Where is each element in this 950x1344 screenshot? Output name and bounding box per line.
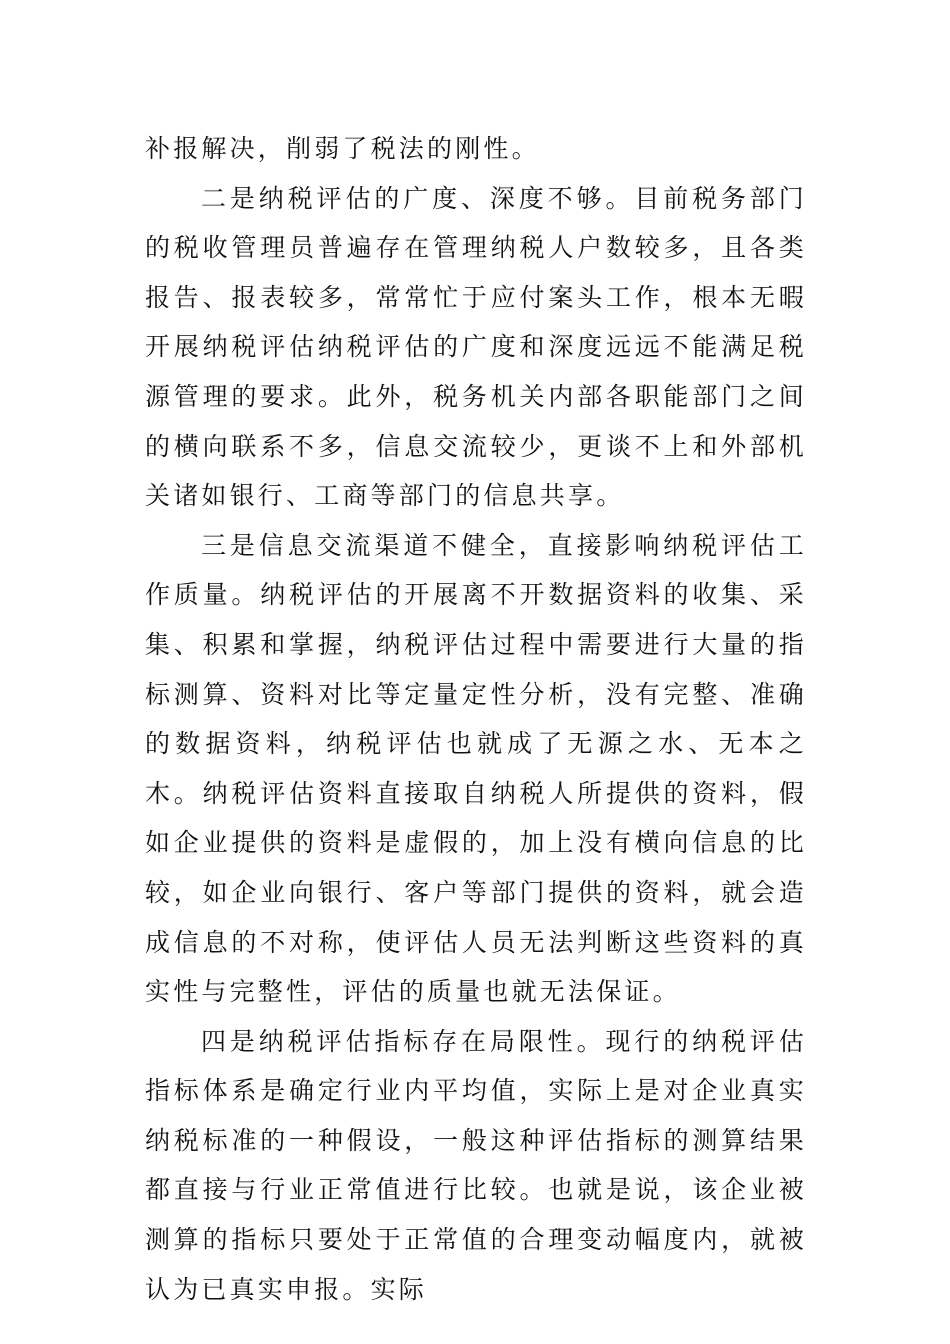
paragraph-continuation: 补报解决，削弱了税法的刚性。: [145, 134, 540, 163]
paragraph-information-channels: 三是信息交流渠道不健全，直接影响纳税评估工作质量。纳税评估的开展离不开数据资料的收集、采集、积累和掌握，纳税评估过程中需要进行大量的指标测算、资料对比等定量定性分析，没有完整、准确的数据资料，纳税评估也就成了无源之水、无本之木。纳税评估资料直接取自纳税人所提供的资料，假如企业提供的资料是虚假的，加上没有横向信息的比较，如企业向银行、客户等部门提供的资料，就会造成信息的不对称，使评估人员无法判断这些资料的真实性与完整性，评估的质量也就无法保证。: [145, 530, 807, 1007]
paragraph-breadth-depth: 二是纳税评估的广度、深度不够。目前税务部门的税收管理员普遍存在管理纳税人户数较多，且各类报告、报表较多，常常忙于应付案头工作，根本无暇开展纳税评估纳税评估的广度和深度远远不能满足税源管理的要求。此外，税务机关内部各职能部门之间的横向联系不多，信息交流较少，更谈不上和外部机关诸如银行、工商等部门的信息共享。: [145, 183, 807, 511]
document-body: [145, 124, 807, 1314]
paragraph-indicator-limitations: 四是纳税评估指标存在局限性。现行的纳税评估指标体系是确定行业内平均值，实际上是对企业真实纳税标准的一种假设，一般这种评估指标的测算结果都直接与行业正常值进行比较。也就是说，该企业被测算的指标只要处于正常值的合理变动幅度内，就被认为已真实申报。实际: [145, 1026, 807, 1304]
